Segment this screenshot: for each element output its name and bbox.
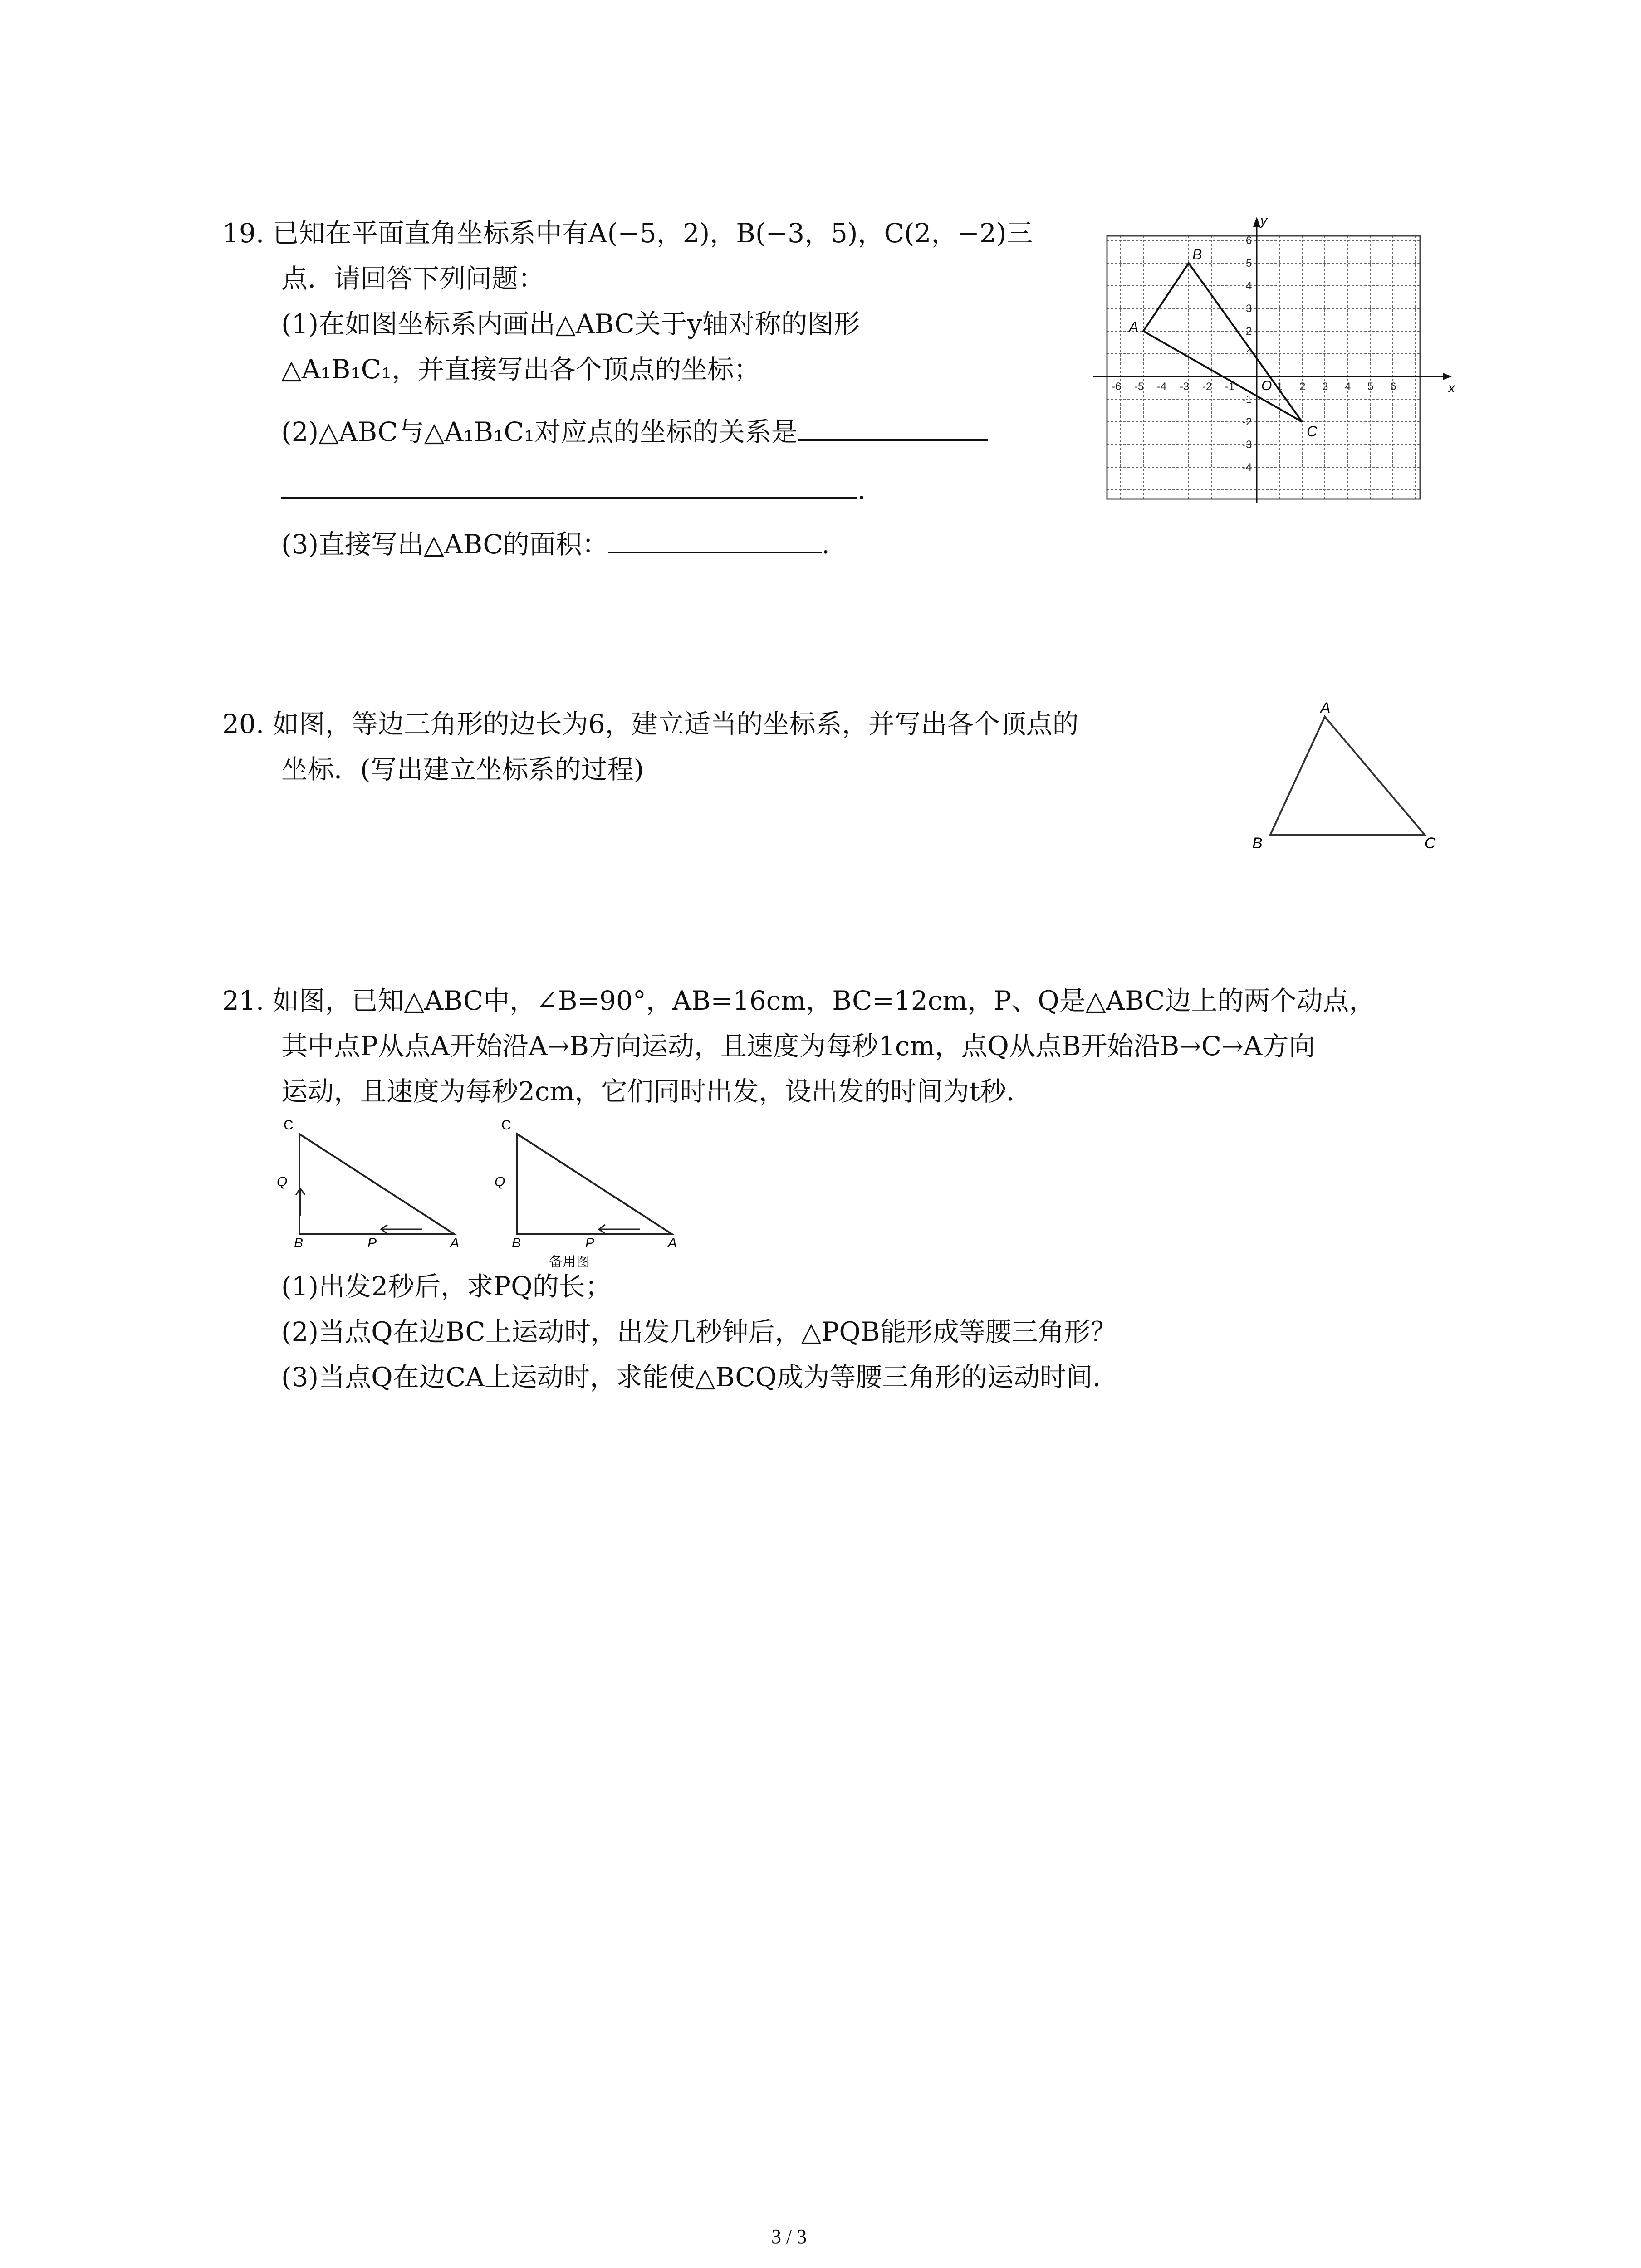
y-tick: 6: [1246, 235, 1252, 247]
label-b: B: [512, 1236, 521, 1251]
x-tick: 6: [1390, 381, 1396, 393]
right-triangle: [517, 1134, 671, 1234]
label-a: A: [450, 1236, 460, 1247]
point-c-label: C: [1307, 423, 1318, 440]
x-tick: -1: [1225, 381, 1235, 393]
label-a: A: [668, 1236, 677, 1251]
q21-part2: (2)当点Q在边BC上运动时，出发几秒钟后，△PQB能形成等腰三角形？: [281, 1316, 1117, 1347]
q19-part2-text: (2)△ABC与△A₁B₁C₁对应点的坐标的关系是: [281, 416, 798, 447]
label-q: Q: [277, 1174, 288, 1189]
q19-part2-cont: [281, 472, 884, 506]
x-tick: -3: [1180, 381, 1190, 393]
q19-coordinate-grid: [1093, 213, 1456, 503]
x-tick: -4: [1157, 381, 1167, 393]
label-p: P: [585, 1236, 595, 1251]
y-tick: 2: [1246, 325, 1252, 337]
label-b: B: [294, 1236, 304, 1247]
q21-part1: (1)出发2秒后，求PQ的长；: [281, 1271, 612, 1302]
y-tick: 5: [1246, 257, 1252, 269]
x-tick: 5: [1367, 381, 1374, 393]
q21-line1: 21. 如图，已知△ABC中，∠B=90°，AB=16cm，BC=12cm，P、Q是△ABC边上的两个动点，: [222, 985, 1376, 1016]
q21-part3: (3)当点Q在边CA上运动时，求能使△BCQ成为等腰三角形的运动时间．: [281, 1362, 1119, 1393]
vertex-b-label: B: [1252, 835, 1263, 852]
answer-blank-part2-cont[interactable]: [281, 472, 857, 499]
y-tick: -1: [1242, 393, 1252, 406]
point-a-label: A: [1129, 319, 1139, 335]
point-b-label: B: [1192, 246, 1202, 263]
q20-line2: 坐标．(写出建立坐标系的过程): [281, 754, 644, 785]
q21-line2: 其中点P从点A开始沿A→B方向运动，且速度为每秒1cm，点Q从点B开始沿B→C→A方向: [281, 1031, 1315, 1061]
q20-line1: 20. 如图，等边三角形的边长为6，建立适当的坐标系，并写出各个顶点的: [222, 709, 1079, 739]
q19-line2: 点．请回答下列问题：: [281, 263, 545, 294]
q19-part1-line1: (1)在如图坐标系内画出△ABC关于y轴对称的图形: [281, 308, 860, 339]
x-tick: -5: [1134, 381, 1144, 393]
y-tick: 4: [1246, 280, 1252, 292]
answer-blank-part2[interactable]: [798, 414, 988, 441]
page-number: 3 / 3: [771, 2225, 807, 2248]
q21-line3: 运动，且速度为每秒2cm，它们同时出发，设出发的时间为t秒．: [281, 1076, 1033, 1107]
vertex-a-label: A: [1320, 699, 1331, 717]
label-c: C: [501, 1118, 511, 1133]
q19-part1-line2: △A₁B₁C₁，并直接写出各个顶点的坐标；: [281, 354, 760, 385]
y-axis-arrow: [1253, 217, 1260, 227]
y-tick: 1: [1246, 348, 1252, 360]
vertex-c-label: C: [1425, 835, 1436, 852]
x-tick-labels: [1112, 381, 1396, 393]
y-tick: 3: [1246, 303, 1252, 315]
x-axis-label: x: [1448, 381, 1455, 396]
x-tick: 1: [1277, 381, 1283, 393]
right-triangle: [299, 1134, 454, 1234]
y-tick: -4: [1242, 461, 1252, 474]
x-tick: 4: [1345, 381, 1351, 393]
label-p: P: [367, 1236, 377, 1247]
q21-figure-1: [272, 1111, 463, 1247]
y-tick: -3: [1242, 439, 1252, 451]
y-tick: -2: [1242, 416, 1252, 428]
q19-part3: [281, 526, 848, 561]
q19-part2-end: ．: [857, 474, 884, 505]
triangle-abc: [1143, 263, 1302, 422]
q20-equilateral-triangle: [1234, 699, 1470, 853]
label-c: C: [284, 1118, 294, 1133]
y-axis-label: y: [1260, 213, 1267, 228]
x-tick: -2: [1202, 381, 1212, 393]
q19-line1: 19. 已知在平面直角坐标系中有A(−5，2)，B(−3，5)，C(2，−2)三: [222, 218, 1033, 249]
q19-part3-text: (3)直接写出△ABC的面积：: [281, 529, 608, 560]
x-tick: 2: [1299, 381, 1306, 393]
q19-part3-end: ．: [821, 529, 848, 560]
x-tick: 3: [1322, 381, 1328, 393]
x-tick: -6: [1112, 381, 1122, 393]
x-axis-arrow: [1443, 373, 1452, 380]
q21-figure-2: [490, 1111, 681, 1275]
answer-blank-part3[interactable]: [608, 526, 822, 553]
backup-figure-caption: 备用图: [549, 1255, 590, 1270]
label-q: Q: [495, 1174, 505, 1189]
origin-label: O: [1261, 378, 1272, 393]
q19-part2: [281, 414, 988, 448]
triangle: [1270, 717, 1425, 835]
